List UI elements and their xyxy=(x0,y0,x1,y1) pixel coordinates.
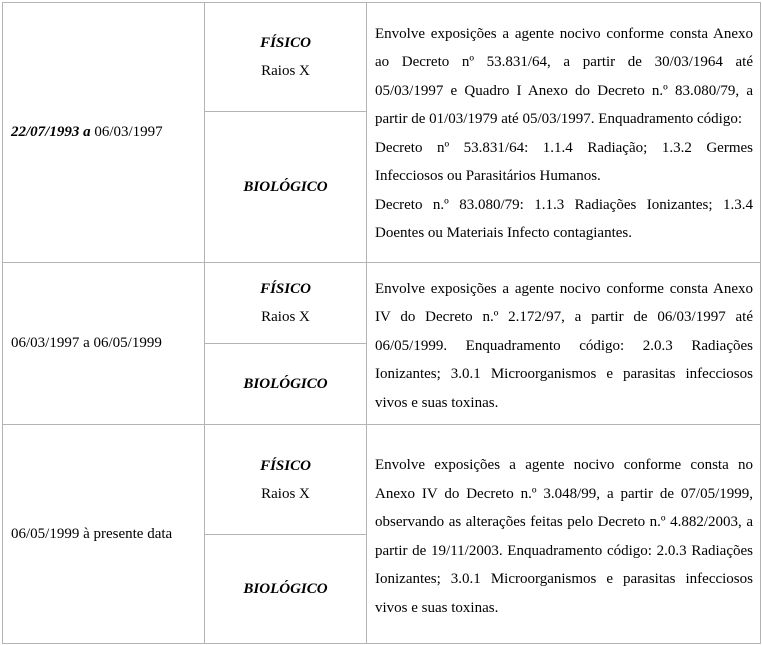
description-paragraph: Decreto nº 53.831/64: 1.1.4 Radiação; 1.3.2 Germes Infecciosos ou Parasitários Humanos. xyxy=(375,139,753,184)
period-text: 06/03/1997 a 06/05/1999 xyxy=(11,335,162,351)
period-cell xyxy=(3,3,205,263)
agent-fisico-cell xyxy=(205,425,367,535)
agent-biologico-label: BIOLÓGICO xyxy=(243,376,328,392)
period-cell xyxy=(3,263,205,425)
agent-fisico-label: FÍSICO xyxy=(260,457,311,474)
agent-fisico-sub: Raios X xyxy=(261,485,310,502)
table-row xyxy=(3,263,761,344)
description-cell xyxy=(367,425,761,644)
agent-fisico-label: FÍSICO xyxy=(260,35,311,51)
agent-biologico-cell xyxy=(205,112,367,263)
description-paragraph: Envolve exposições a agente nocivo conforme consta Anexo ao Decreto nº 53.831/64, a partir de 30/03/1964 até 05/03/1997 e Quadro I Anexo do Decreto n.º 83.080/79, a partir de 01/03/1979 até 05/03/1997. Enquadramento código: xyxy=(375,25,753,127)
description-paragraph: Decreto n.º 83.080/79: 1.1.3 Radiações Ionizantes; 1.3.4 Doentes ou Materiais Infecto contagiantes. xyxy=(375,196,753,241)
agent-fisico-sub: Raios X xyxy=(261,63,310,79)
period-cell xyxy=(3,425,205,644)
exposure-table xyxy=(2,2,761,644)
period-text: 06/05/1999 à presente data xyxy=(11,525,173,542)
agent-fisico-cell xyxy=(205,3,367,112)
agent-fisico-label: FÍSICO xyxy=(260,281,311,297)
agent-biologico-cell xyxy=(205,535,367,644)
table-row xyxy=(3,425,761,535)
agent-biologico-label: BIOLÓGICO xyxy=(243,581,328,597)
description-cell xyxy=(367,263,761,425)
agent-fisico-sub: Raios X xyxy=(261,309,310,325)
table-row xyxy=(3,3,761,112)
agent-biologico-cell xyxy=(205,344,367,425)
agent-fisico-cell xyxy=(205,263,367,344)
description-paragraph: Envolve exposições a agente nocivo conforme consta Anexo IV do Decreto n.º 2.172/97, a partir de 06/03/1997 até 06/05/1999. Enquadramento código: 2.0.3 Radiações Ionizantes; 3.0.1 Microorganismos e parasitas infecciosos vivos e suas toxinas. xyxy=(375,280,753,411)
description-paragraph: Envolve exposições a agente nocivo conforme consta no Anexo IV do Decreto n.º 3.048/99, a partir de 07/05/1999, observando as alterações feitas pelo Decreto n.º 4.882/2003, a partir de 19/11/2003. Enquadramento código: 2.0.3 Radiações Ionizantes; 3.0.1 Microorganismos e parasitas infecciosos vivos e suas toxinas. xyxy=(375,457,753,616)
period-start: 22/07/1993 a xyxy=(11,124,91,140)
agent-biologico-label: BIOLÓGICO xyxy=(243,179,328,195)
description-cell xyxy=(367,3,761,263)
period-end: 06/03/1997 xyxy=(90,124,163,140)
